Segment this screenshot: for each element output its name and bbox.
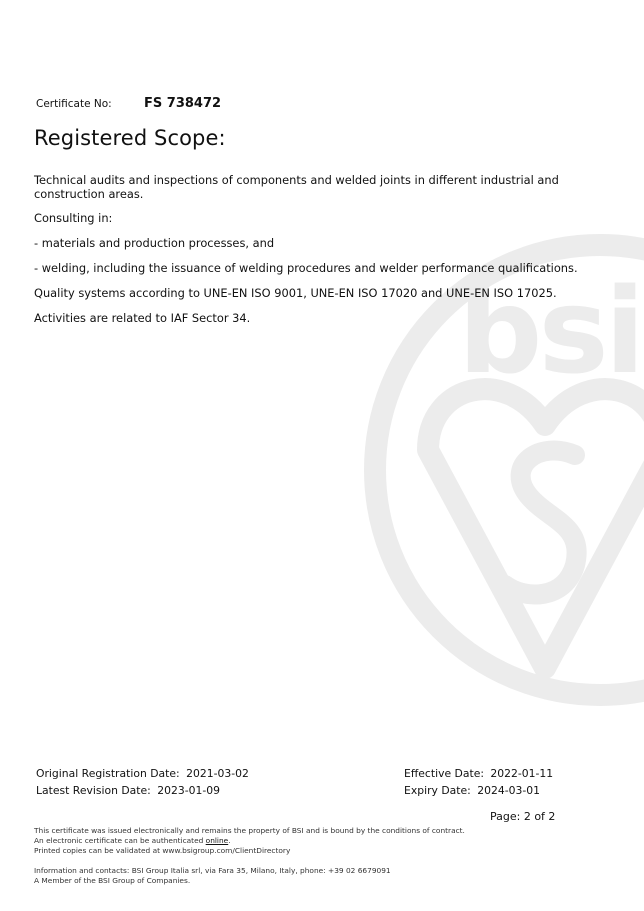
watermark-logo-text: bsi — [458, 262, 642, 400]
scope-paragraph-iaf-sector: Activities are related to IAF Sector 34. — [34, 311, 251, 325]
scope-paragraph-technical-audits: Technical audits and inspections of components and welded joints in different industrial and construction areas. — [34, 173, 559, 201]
latest-revision-label: Latest Revision Date: — [36, 784, 151, 797]
certificate-number-row — [36, 97, 336, 115]
effective-date-value: 2022-01-11 — [490, 767, 554, 780]
online-authentication-link[interactable]: online — [205, 836, 229, 845]
page-title: Registered Scope: — [34, 126, 226, 150]
legal-issued-line: This certificate was issued electronically and remains the property of BSI and is bound by the conditions of contract. — [34, 826, 465, 835]
certificate-number: FS 738472 — [144, 96, 222, 111]
watermark-s-curve — [505, 451, 577, 595]
scope-paragraph-welding: - welding, including the issuance of welding procedures and welder performance qualifications. — [34, 261, 578, 275]
legal-validation-line: Printed copies can be validated at www.bsigroup.com/ClientDirectory — [34, 846, 291, 855]
scope-paragraph-consulting: Consulting in: — [34, 211, 113, 225]
expiry-date-value: 2024-03-01 — [477, 784, 540, 797]
legal-member-line: A Member of the BSI Group of Companies. — [34, 876, 191, 885]
legal-authentication-line — [34, 836, 231, 846]
original-registration-value: 2021-03-02 — [186, 767, 249, 780]
effective-date — [404, 767, 553, 780]
original-registration-date — [36, 767, 249, 780]
legal-authentication-suffix: . — [228, 836, 231, 845]
latest-revision-value: 2023-01-09 — [157, 784, 220, 797]
original-registration-label: Original Registration Date: — [36, 767, 180, 780]
effective-date-label: Effective Date: — [404, 767, 484, 780]
scope-paragraph-materials: - materials and production processes, and — [34, 236, 275, 250]
latest-revision-date — [36, 784, 220, 797]
legal-contacts-line: Information and contacts: BSI Group Italia srl, via Fara 35, Milano, Italy, phone: +39 02 6679091 — [34, 866, 391, 875]
expiry-date — [404, 784, 540, 797]
page-number: Page: 2 of 2 — [490, 810, 556, 823]
legal-authentication-text: An electronic certificate can be authenticated — [34, 836, 204, 845]
expiry-date-label: Expiry Date: — [404, 784, 471, 797]
scope-paragraph-quality-systems: Quality systems according to UNE-EN ISO 9001, UNE-EN ISO 17020 and UNE-EN ISO 17025. — [34, 286, 557, 300]
certificate-label: Certificate No: — [36, 98, 112, 110]
watermark-heart — [428, 389, 644, 668]
